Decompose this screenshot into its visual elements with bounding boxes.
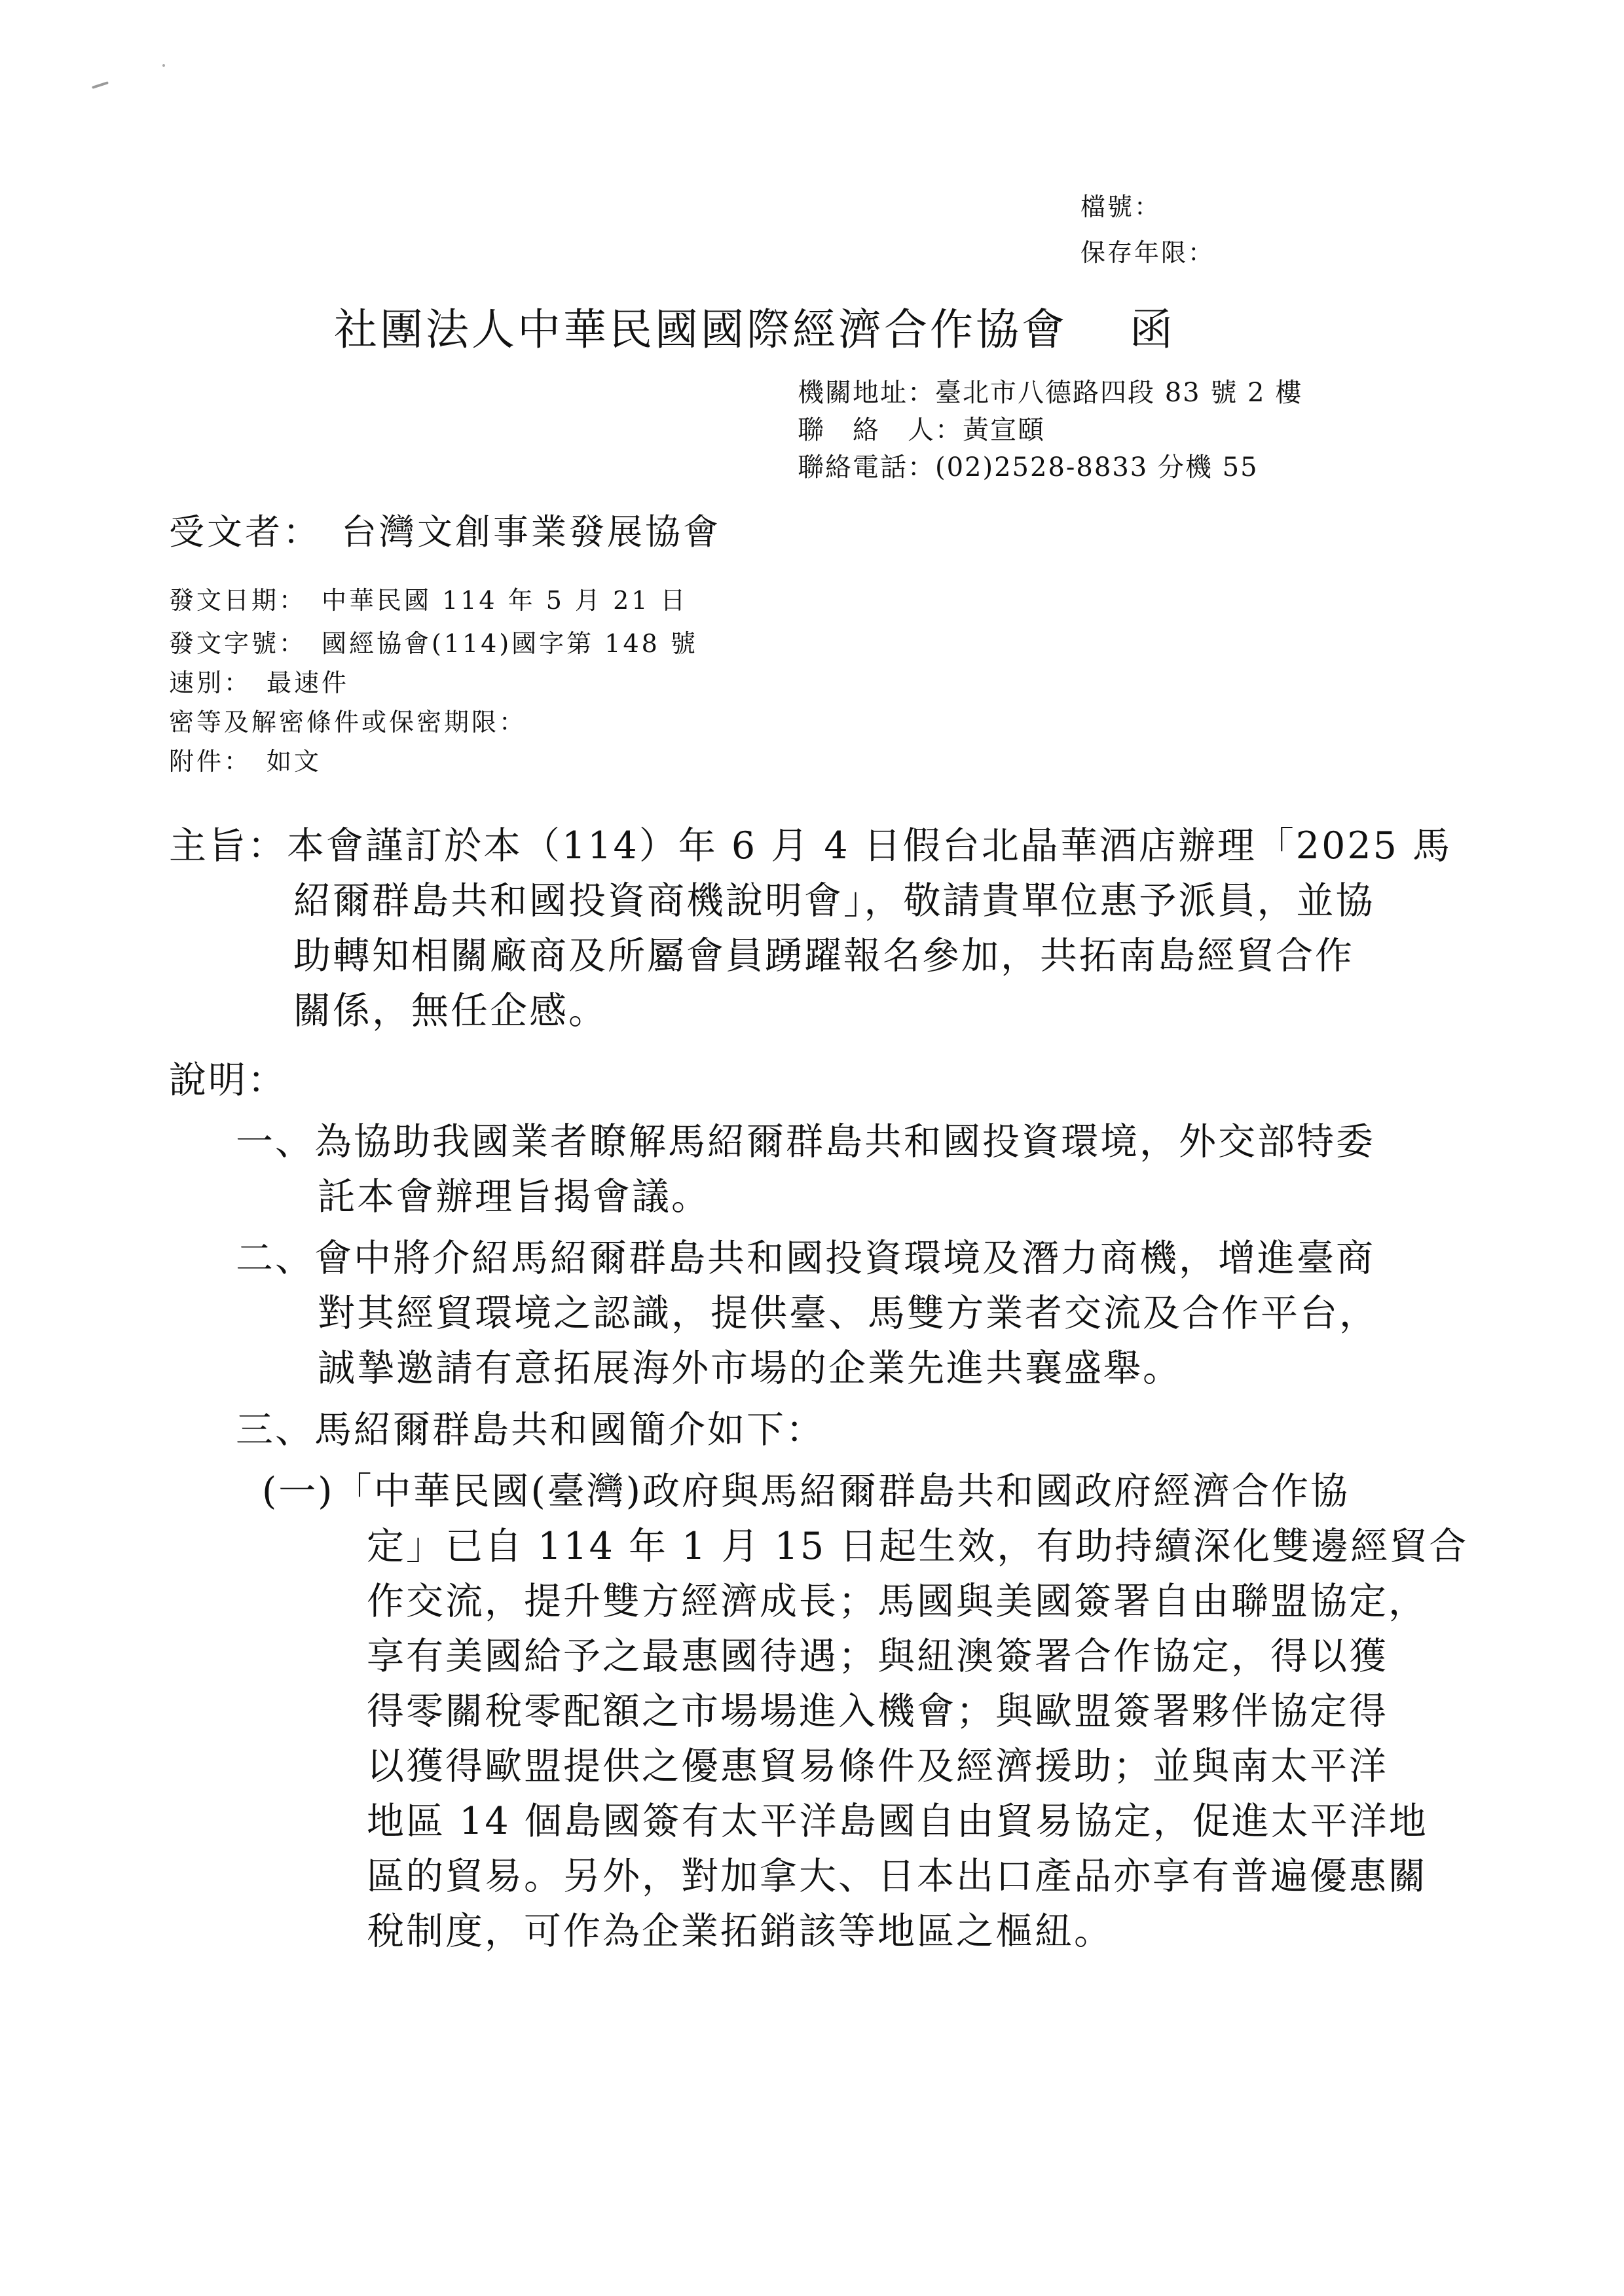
recipient: 受文者： 台灣文創事業發展協會	[169, 511, 721, 553]
item-line: 誠摯邀請有意拓展海外市場的企業先進共襄盛舉。	[318, 1347, 1182, 1390]
item-line: 一、為協助我國業者瞭解馬紹爾群島共和國投資環境，外交部特委	[236, 1120, 1375, 1163]
item-line: (一)「中華民國(臺灣)政府與馬紹爾群島共和國政府經濟合作協	[262, 1470, 1350, 1513]
subject-line: 助轉知相關廠商及所屬會員踴躍報名參加，共拓南島經貿合作	[293, 934, 1354, 977]
retention-period-label: 保存年限：	[1080, 238, 1215, 267]
subject-line: 紹爾群島共和國投資商機說明會」，敬請貴單位惠予派員，並協	[293, 879, 1375, 922]
explanation-heading: 說明：	[169, 1059, 287, 1102]
item-line: 作交流，提升雙方經濟成長；馬國與美國簽署自由聯盟協定，	[367, 1580, 1428, 1623]
explanation-item-1	[236, 1114, 1375, 1224]
contact-address: 機關地址：臺北市八德路四段 83 號 2 樓	[798, 378, 1303, 408]
subject-line: 主旨：本會謹訂於本（114）年 6 月 4 日假台北晶華酒店辦理「2025 馬	[169, 824, 1452, 867]
document-number: 發文字號： 國經協會(114)國字第 148 號	[169, 629, 698, 658]
item-line: 得零關稅零配額之市場場進入機會；與歐盟簽署夥伴協定得	[367, 1690, 1388, 1733]
item-line: 對其經貿環境之認識，提供臺、馬雙方業者交流及合作平台，	[318, 1292, 1378, 1335]
letter-title: 社團法人中華民國國際經濟合作協會 函	[334, 304, 1175, 355]
item-line: 地區 14 個島國簽有太平洋島國自由貿易協定，促進太平洋地	[367, 1800, 1428, 1843]
speed-class: 速別： 最速件	[169, 668, 350, 697]
explanation-item-3-1	[262, 1464, 1468, 1959]
subject-line: 關係，無任企感。	[293, 989, 608, 1032]
file-number-label: 檔號：	[1080, 192, 1162, 221]
item-line: 二、會中將介紹馬紹爾群島共和國投資環境及潛力商機，增進臺商	[236, 1237, 1375, 1280]
item-line: 以獲得歐盟提供之優惠貿易條件及經濟援助；並與南太平洋	[367, 1745, 1388, 1788]
explanation-item-3-heading: 三、馬紹爾群島共和國簡介如下：	[236, 1408, 825, 1451]
explanation-item-2	[236, 1231, 1378, 1396]
item-line: 享有美國給予之最惠國待遇；與紐澳簽署合作協定，得以獲	[367, 1635, 1388, 1678]
subject-paragraph	[169, 818, 1452, 1038]
contact-phone: 聯絡電話：(02)2528-8833 分機 55	[798, 452, 1259, 483]
contact-person: 聯 絡 人：黃宣頤	[798, 415, 1045, 445]
item-line: 定」已自 114 年 1 月 15 日起生效，有助持續深化雙邊經貿合	[367, 1525, 1469, 1568]
item-line: 稅制度，可作為企業拓銷該等地區之樞紐。	[367, 1910, 1113, 1953]
item-line: 託本會辦理旨揭會議。	[318, 1175, 710, 1218]
scan-mark	[92, 81, 109, 89]
item-line: 區的貿易。另外，對加拿大、日本出口產品亦享有普遍優惠關	[367, 1855, 1428, 1898]
issue-date: 發文日期： 中華民國 114 年 5 月 21 日	[169, 586, 688, 615]
scan-dot	[162, 64, 165, 67]
attachment: 附件： 如文	[169, 747, 322, 776]
secrecy-level: 密等及解密條件或保密期限：	[169, 708, 527, 737]
